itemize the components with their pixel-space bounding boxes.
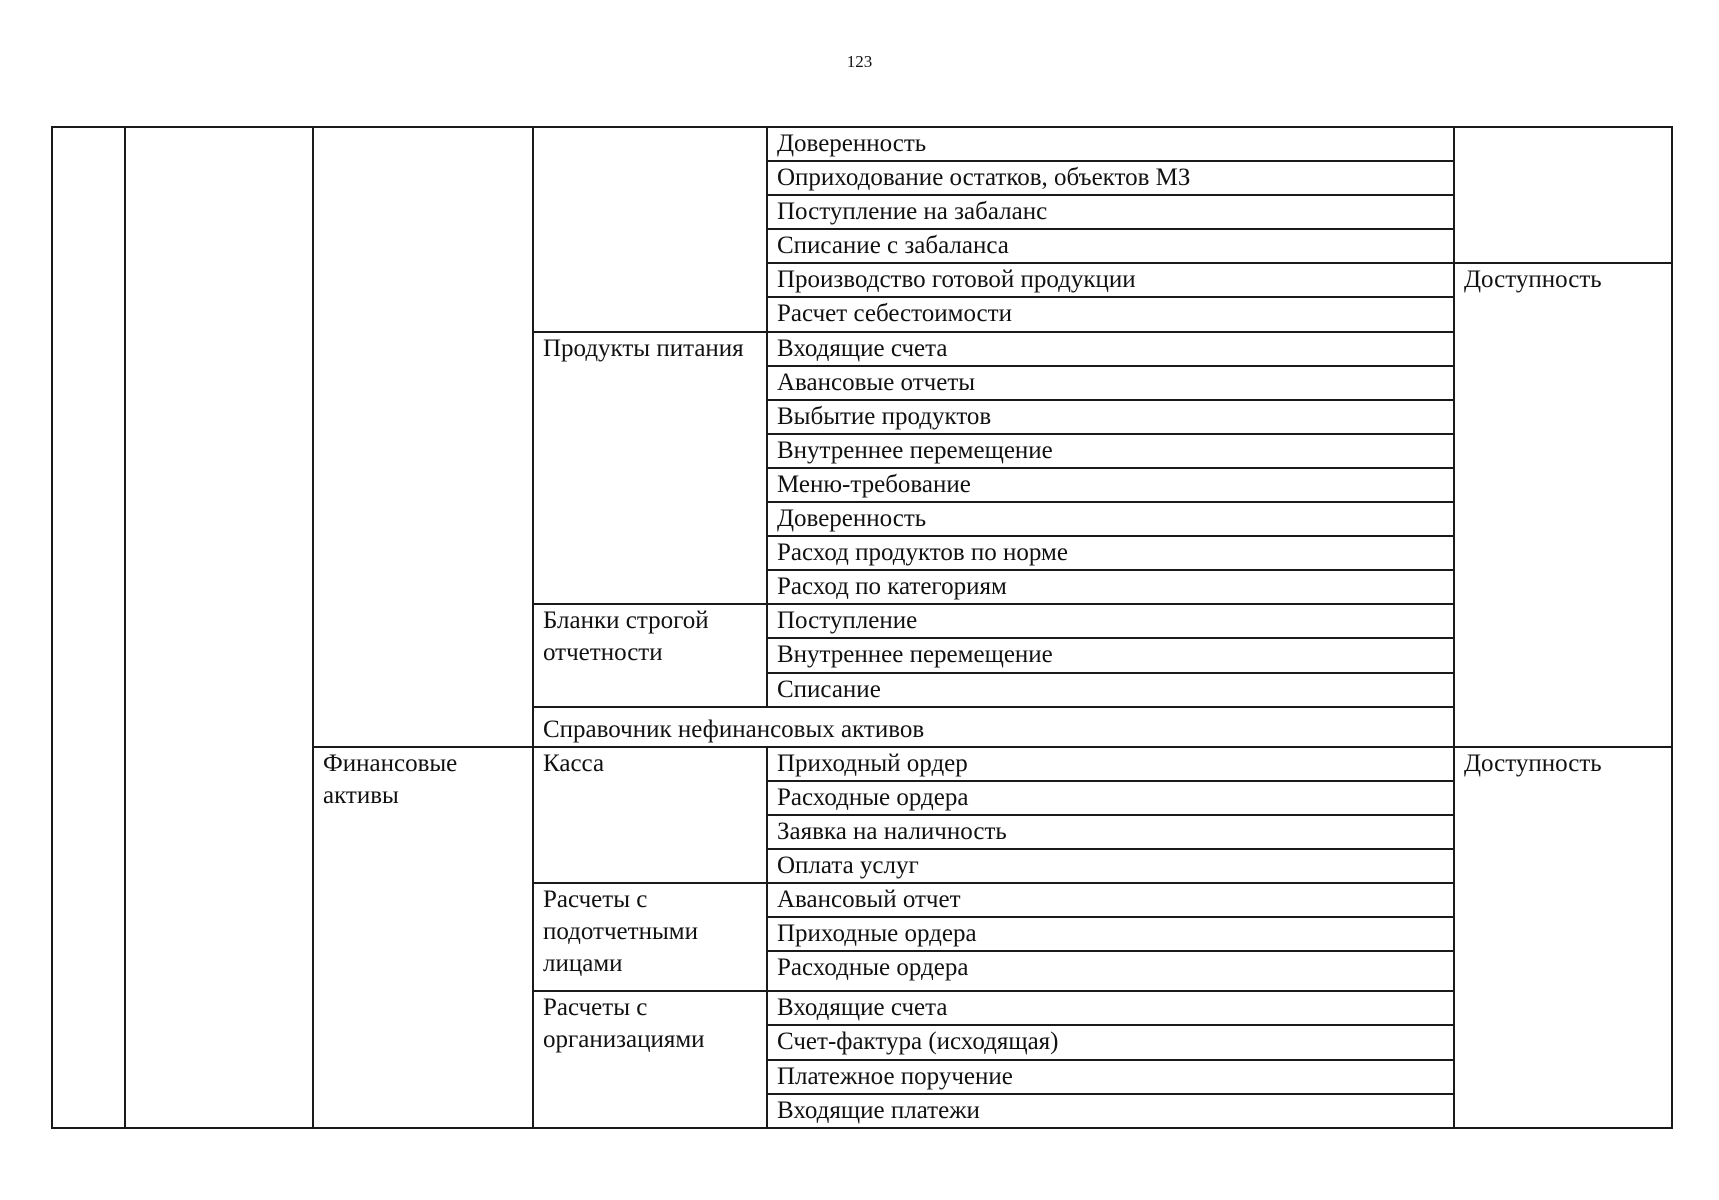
- column-3-cell-upper: [313, 127, 533, 747]
- document-item: Производство готовой продукции: [767, 263, 1454, 297]
- document-item: Выбытие продуктов: [767, 400, 1454, 434]
- availability-cell-empty: [1454, 127, 1672, 263]
- document-item: Входящие счета: [767, 991, 1454, 1025]
- document-item: Расходные ордера: [767, 781, 1454, 815]
- subcategory-kassa: Касса: [533, 747, 767, 883]
- directory-row: Справочник нефинансовых активов: [533, 707, 1454, 747]
- subcategory-cell-empty: [533, 127, 767, 332]
- subcategory-blanks: Бланки строгой отчетности: [533, 604, 767, 706]
- subcategory-organizations: Расчеты с организациями: [533, 991, 767, 1128]
- document-item: Расходные ордера: [767, 951, 1454, 991]
- page-number: 123: [846, 52, 873, 71]
- document-item: Авансовый отчет: [767, 883, 1454, 917]
- subcategory-food: Продукты питания: [533, 332, 767, 605]
- document-item: Заявка на наличность: [767, 815, 1454, 849]
- document-item: Внутреннее перемещение: [767, 434, 1454, 468]
- document-item: Платежное поручение: [767, 1060, 1454, 1094]
- subcategory-accountable: Расчеты с подотчетными лицами: [533, 883, 767, 991]
- document-item: Приходный ордер: [767, 747, 1454, 781]
- document-item: Расход по категориям: [767, 570, 1454, 604]
- availability-cell: Доступность: [1454, 747, 1672, 1128]
- document-item: Авансовые отчеты: [767, 366, 1454, 400]
- document-item: Входящие счета: [767, 332, 1454, 366]
- column-2-cell: [125, 127, 313, 1128]
- category-financial-assets: Финансовые активы: [313, 747, 533, 1128]
- column-1-cell: [52, 127, 125, 1128]
- document-item: Внутреннее перемещение: [767, 638, 1454, 672]
- document-item: Оприходование остатков, объектов МЗ: [767, 161, 1454, 195]
- document-item: Расход продуктов по норме: [767, 536, 1454, 570]
- document-item: Приходные ордера: [767, 917, 1454, 951]
- document-item: Поступление: [767, 604, 1454, 638]
- document-item: Меню-требование: [767, 468, 1454, 502]
- document-item: Счет-фактура (исходящая): [767, 1025, 1454, 1059]
- document-item: Расчет себестоимости: [767, 297, 1454, 331]
- document-item: Входящие платежи: [767, 1094, 1454, 1128]
- document-item: Доверенность: [767, 502, 1454, 536]
- document-item: Доверенность: [767, 127, 1454, 161]
- document-item: Поступление на забаланс: [767, 195, 1454, 229]
- document-item: Оплата услуг: [767, 849, 1454, 883]
- document-table: [51, 126, 1673, 1129]
- availability-cell: Доступность: [1454, 263, 1672, 746]
- document-item: Списание: [767, 673, 1454, 707]
- document-item: Списание с забаланса: [767, 229, 1454, 263]
